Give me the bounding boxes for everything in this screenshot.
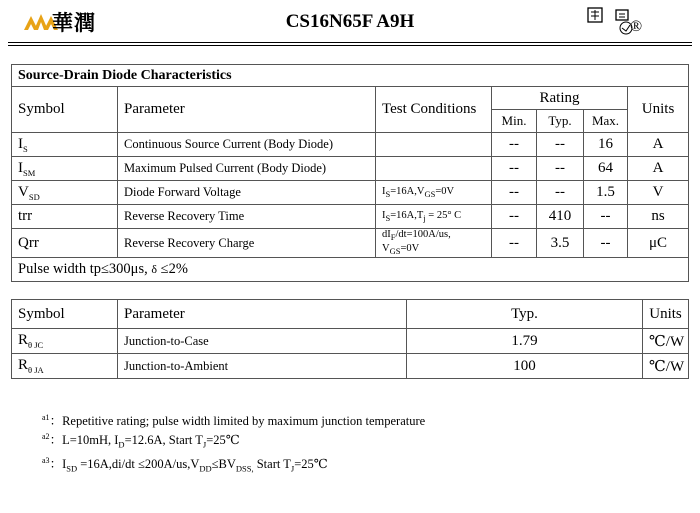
logo-text: 華潤 xyxy=(52,11,96,35)
typ-cell: -- xyxy=(537,133,584,157)
footnote-item: $^{a2}$：L=10mH, $I_D=12.6A$, Start $T_J=25℃$ xyxy=(42,432,240,450)
header-rule xyxy=(8,42,692,43)
unit-cell: A xyxy=(628,157,689,181)
min-cell: -- xyxy=(492,205,537,229)
header-parameter: Parameter xyxy=(118,300,407,329)
unit-cell: μC xyxy=(628,229,689,258)
symbol-cell: $V_{SD}$ xyxy=(12,181,118,205)
parameter-cell: Reverse Recovery Charge xyxy=(118,229,376,258)
symbol-cell: $I_S$ xyxy=(12,133,118,157)
test-condition-cell: $I_S=16A,V_{GS}=0V$ xyxy=(376,181,492,205)
table-row xyxy=(12,157,689,181)
test-condition-cell xyxy=(376,157,492,181)
header-symbol: Symbol xyxy=(12,87,118,133)
parameter-cell: Junction-to-Case xyxy=(118,329,407,354)
registered-mark: ® xyxy=(630,18,643,35)
header-symbol: Symbol xyxy=(12,300,118,329)
certification-mark-icon xyxy=(586,6,656,38)
table-row xyxy=(12,329,689,354)
test-condition-cell: $I_S=16A,T_j = 25^\circ$ C xyxy=(376,205,492,229)
typ-cell: 410 xyxy=(537,205,584,229)
unit-cell: V xyxy=(628,181,689,205)
table-caption: Source-Drain Diode Characteristics xyxy=(12,65,689,87)
typ-cell: 1.79 xyxy=(407,329,643,354)
test-condition-cell: $dI_F/dt=100A/us$, $V_{GS}=0V$ xyxy=(376,229,492,258)
table-row xyxy=(12,354,689,379)
header-parameter: Parameter xyxy=(118,87,376,133)
parameter-cell: Reverse Recovery Time xyxy=(118,205,376,229)
min-cell: -- xyxy=(492,133,537,157)
table-row xyxy=(12,181,689,205)
parameter-cell: Junction-to-Ambient xyxy=(118,354,407,379)
page-title: CS16N65F A9H xyxy=(285,11,415,32)
min-cell: -- xyxy=(492,229,537,258)
header-units: Units xyxy=(628,87,689,133)
min-cell: -- xyxy=(492,181,537,205)
max-cell: 1.5 xyxy=(584,181,628,205)
footnote-item: $^{a3}$：$I_{SD} =16A,di/dt \le 200A/us,V_{DD}\le BV_{DSS,}$ Start $T_J=25℃$ xyxy=(42,455,328,474)
max-cell: 16 xyxy=(584,133,628,157)
header-max: Max. xyxy=(584,110,628,133)
unit-cell: ℃/W xyxy=(643,354,689,379)
symbol-cell: Qrr xyxy=(12,229,118,258)
parameter-cell: Continuous Source Current (Body Diode) xyxy=(118,133,376,157)
max-cell: -- xyxy=(584,205,628,229)
symbol-cell: $R_{\theta JA}$ xyxy=(12,354,118,379)
parameter-cell: Diode Forward Voltage xyxy=(118,181,376,205)
header-min: Min. xyxy=(492,110,537,133)
typ-cell: 3.5 xyxy=(537,229,584,258)
max-cell: -- xyxy=(584,229,628,258)
table-row xyxy=(12,133,689,157)
header-typ: Typ. xyxy=(407,300,643,329)
unit-cell: A xyxy=(628,133,689,157)
parameter-cell: Maximum Pulsed Current (Body Diode) xyxy=(118,157,376,181)
header-rule-thin xyxy=(8,45,692,46)
header-typ: Typ. xyxy=(537,110,584,133)
pulse-width-note: Pulse width tp≤300μs, δ ≤2% xyxy=(12,258,689,282)
symbol-cell: $R_{\theta JC}$ xyxy=(12,329,118,354)
table-row xyxy=(12,229,689,258)
typ-cell: 100 xyxy=(407,354,643,379)
typ-cell: -- xyxy=(537,157,584,181)
symbol-cell: $I_{SM}$ xyxy=(12,157,118,181)
thermal-resistance-table xyxy=(11,299,689,379)
footnote-item: $^{a1}$：Repetitive rating; pulse width limited by maximum junction temperature xyxy=(42,413,426,429)
max-cell: 64 xyxy=(584,157,628,181)
unit-cell: ℃/W xyxy=(643,329,689,354)
table-row xyxy=(12,205,689,229)
unit-cell: ns xyxy=(628,205,689,229)
symbol-cell: trr xyxy=(12,205,118,229)
header-rating: Rating xyxy=(492,87,628,110)
header-units: Units xyxy=(643,300,689,329)
min-cell: -- xyxy=(492,157,537,181)
footnotes xyxy=(42,410,425,476)
source-drain-diode-table xyxy=(11,64,689,282)
typ-cell: -- xyxy=(537,181,584,205)
header-test-conditions: Test Conditions xyxy=(376,87,492,133)
page-header xyxy=(8,6,692,40)
test-condition-cell xyxy=(376,133,492,157)
